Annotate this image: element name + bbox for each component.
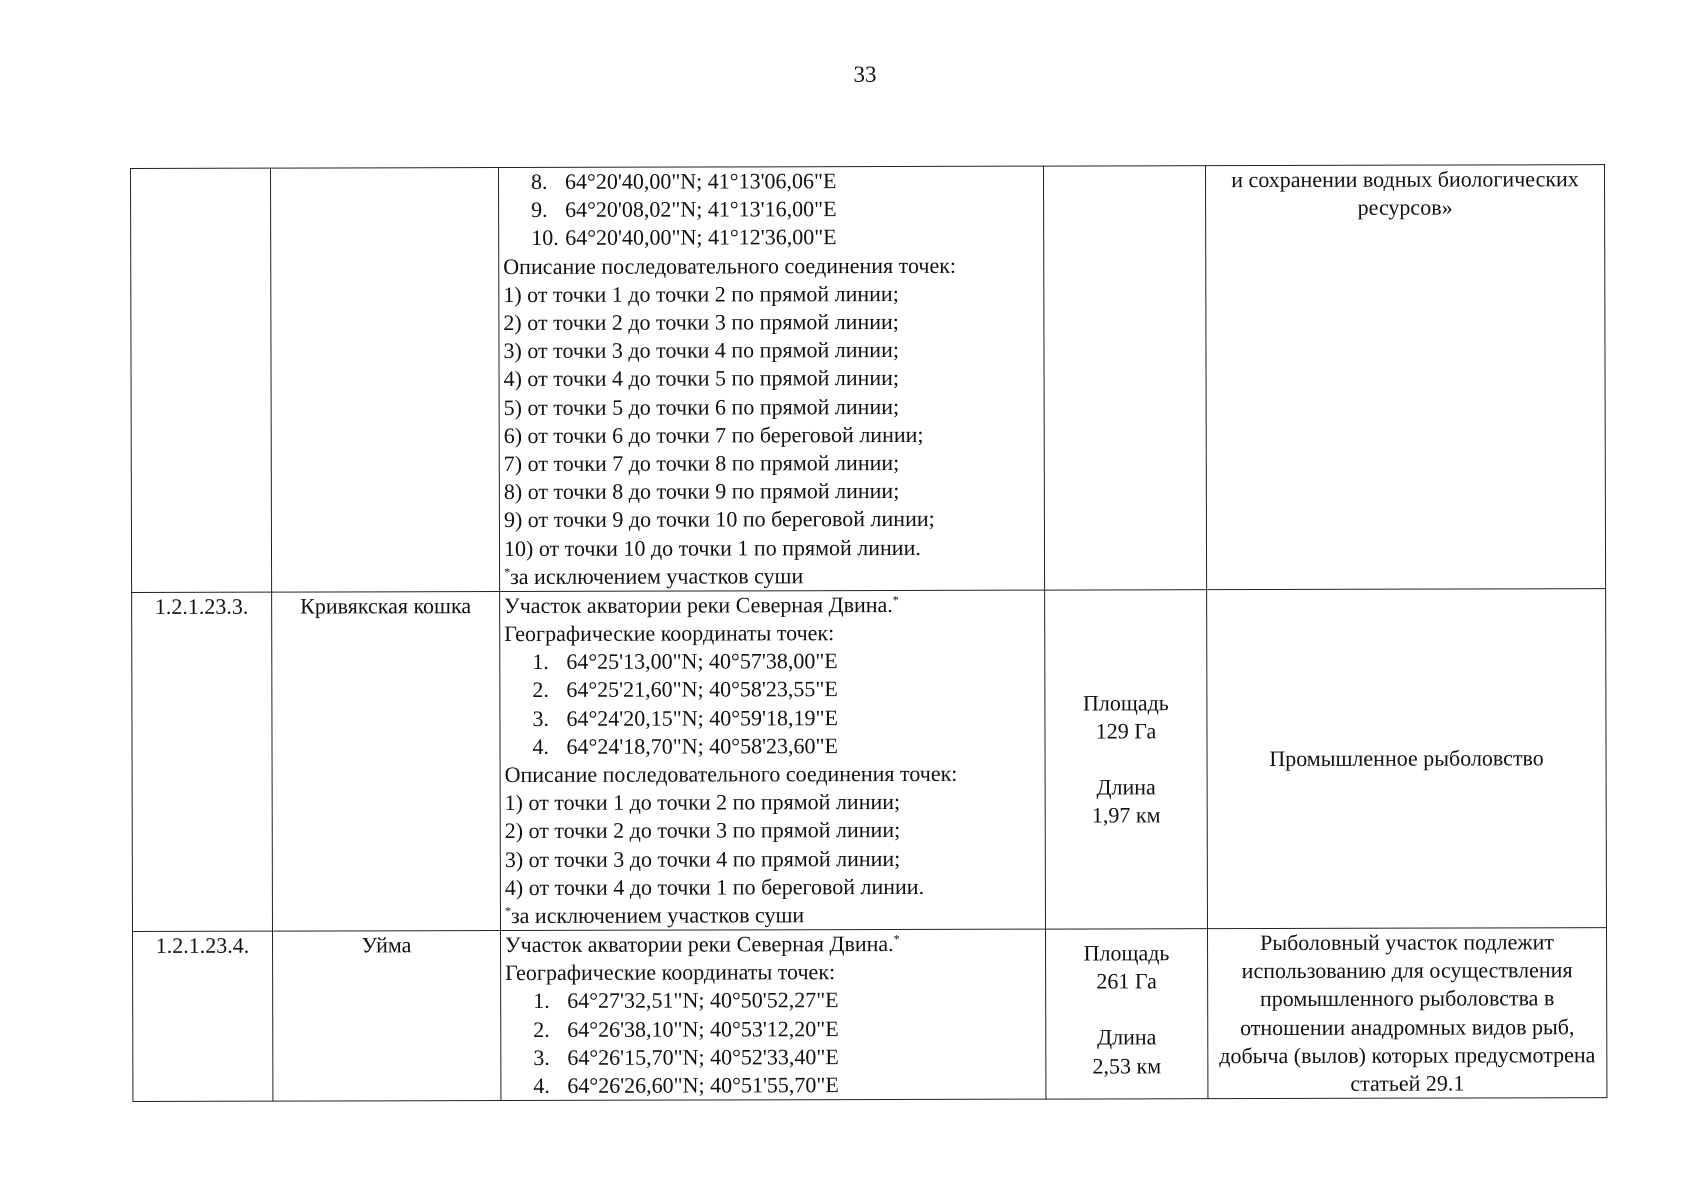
length-value: 1,97 км: [1091, 802, 1161, 828]
connection-line: 7) от точки 7 до точки 8 по прямой линии;: [503, 450, 900, 477]
area-purpose: Промышленное рыболовство: [1207, 588, 1607, 928]
coordinate-point: 4. 64°24'18,70"N; 40°58'23,60"E: [532, 733, 838, 759]
connection-line: 3) от точки 3 до точки 4 по прямой линии;: [504, 845, 901, 872]
coordinate-point: 2. 64°25'21,60"N; 40°58'23,55"E: [532, 676, 838, 703]
connection-line: 10) от точки 10 до точки 1 по прямой линии.: [503, 534, 921, 561]
coordinate-point: 3. 64°26'15,70"N; 40°52'33,40"E: [533, 1044, 839, 1070]
row-number: [131, 168, 272, 592]
area-description: [500, 929, 1045, 1101]
area-label: Площадь: [1083, 940, 1170, 966]
connection-line: 9) от точки 9 до точки 10 по береговой линии;: [503, 506, 935, 533]
row-number: 1.2.1.23.4.: [132, 931, 272, 1102]
table-row: [132, 928, 1606, 1102]
area-name: Кривякская кошка: [272, 591, 501, 931]
area-header: Участок акватории реки Северная Двина.*: [505, 931, 900, 958]
connection-line: 4) от точки 4 до точки 5 по прямой линии;: [503, 365, 900, 392]
area-label: Площадь: [1082, 689, 1169, 716]
row-number: 1.2.1.23.3.: [132, 592, 273, 932]
length-label: Длина: [1096, 774, 1156, 800]
coordinate-point: 8. 64°20'40,00"N; 41°13'06,06"E: [531, 168, 837, 194]
area-value: 129 Га: [1095, 718, 1157, 744]
area-purpose: Рыболовный участок подлежит использованию для осуществления промышленного рыболовства в отношении анадромных видов рыб, добыча (вылов) которых предусмотрена статьей 29.1: [1207, 928, 1606, 1099]
length-value: 2,53 км: [1092, 1052, 1162, 1079]
area-description: [500, 590, 1046, 931]
connection-line: 4) от точки 4 до точки 1 по береговой линии.: [504, 873, 925, 900]
area-purpose: и сохранении водных биологических ресурсов»: [1205, 165, 1605, 590]
area-value: 261 Га: [1096, 968, 1157, 994]
land-exclusion-note: *за исключением участков суши: [504, 902, 805, 929]
page-number: 33: [853, 62, 877, 87]
coordinate-point: 4. 64°26'26,60"N; 40°51'55,70"E: [533, 1072, 839, 1099]
fishing-areas-table: [130, 164, 1607, 1102]
connection-line: 6) от точки 6 до точки 7 по береговой линии;: [503, 421, 924, 448]
area-header: Участок акватории реки Северная Двина.*: [504, 591, 899, 618]
coordinate-point: 1. 64°27'32,51"N; 40°50'52,27"E: [533, 987, 839, 1014]
connection-line: 1) от точки 1 до точки 2 по прямой линии;: [504, 789, 901, 816]
connection-title: Описание последовательного соединения точек:: [503, 252, 957, 279]
area-size: [1045, 929, 1207, 1100]
land-exclusion-note: *за исключением участков суши: [504, 563, 804, 589]
coordinates-title: Географические координаты точек:: [504, 620, 835, 647]
connection-line: 1) от точки 1 до точки 2 по прямой линии;: [503, 280, 899, 307]
connection-line: 5) от точки 5 до точки 6 по прямой линии;: [503, 393, 900, 420]
area-description: [499, 166, 1045, 591]
table-row: [132, 588, 1607, 931]
coordinate-point: 3. 64°24'20,15"N; 40°59'18,19"E: [532, 704, 838, 731]
area-size: [1045, 590, 1208, 930]
area-name: [271, 168, 500, 592]
table-row: [131, 165, 1606, 593]
connection-line: 2) от точки 2 до точки 3 по прямой линии;: [504, 817, 901, 844]
coordinate-point: 9. 64°20'08,02"N; 41°13'16,00"E: [531, 196, 837, 223]
connection-line: 2) от точки 2 до точки 3 по прямой линии;: [503, 309, 899, 336]
connection-line: 3) от точки 3 до точки 4 по прямой линии;: [503, 337, 899, 364]
length-label: Длина: [1097, 1024, 1157, 1050]
area-name: Уйма: [272, 931, 500, 1102]
coordinate-point: 10. 64°20'40,00"N; 41°12'36,00"E: [531, 224, 837, 251]
connection-title: Описание последовательного соединения точек:: [504, 760, 958, 788]
connection-line: 8) от точки 8 до точки 9 по прямой линии;: [503, 478, 900, 505]
area-size: [1043, 166, 1206, 590]
coordinate-point: 1. 64°25'13,00"N; 40°57'38,00"E: [532, 648, 838, 675]
coordinates-title: Географические координаты точек:: [505, 959, 836, 986]
coordinate-point: 2. 64°26'38,10"N; 40°53'12,20"E: [533, 1015, 839, 1042]
